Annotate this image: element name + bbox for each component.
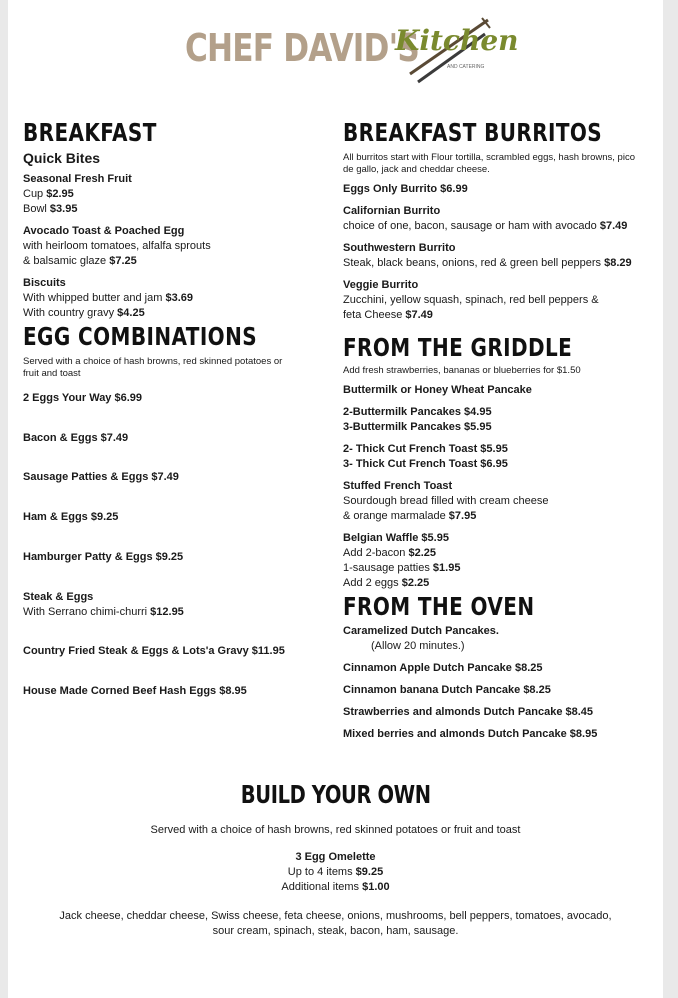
menu-item: Southwestern Burrito Steak, black beans, onions, red & green bell peppers $8.29 (343, 242, 632, 269)
menu-item: Strawberries and almonds Dutch Pancake $8.45 (343, 706, 594, 718)
build-ingredients: Jack cheese, cheddar cheese, Swiss cheese, feta cheese, onions, mushrooms, bell peppers, tomatoes, avocado, sour cream, spinach, steak, bacon, ham, sausage. (59, 910, 612, 937)
menu-item: Stuffed French Toast Sourdough bread filled with cream cheese & orange marmalade $7.95 (343, 480, 549, 522)
menu-item: House Made Corned Beef Hash Eggs $8.95 (23, 685, 247, 697)
oven-section (343, 592, 648, 749)
build-omelette: 3 Egg Omelette Up to 4 items $9.25 Additional items $1.00 (281, 851, 390, 893)
menu-item: Eggs Only Burrito $6.99 (343, 183, 468, 195)
build-your-own-section (8, 780, 663, 810)
oven-heading: FROM THE OVEN (343, 592, 535, 621)
griddle-heading: FROM THE GRIDDLE (343, 333, 573, 362)
menu-item: Hamburger Patty & Eggs $9.25 (23, 551, 184, 563)
menu-item: 2-Buttermilk Pancakes $4.95 3-Buttermilk Pancakes $5.95 (343, 406, 492, 433)
menu-item: Bacon & Eggs $7.49 (23, 432, 129, 444)
left-column (23, 118, 323, 328)
menu-item: Seasonal Fresh Fruit Cup $2.95 Bowl $3.95 (23, 173, 132, 215)
breakfast-heading: BREAKFAST (23, 118, 157, 147)
logo-title: CHEF DAVID'S (185, 26, 419, 70)
griddle-note: Add fresh strawberries, bananas or blueberries for $1.50 (343, 365, 581, 376)
menu-item: 2- Thick Cut French Toast $5.95 3- Thick Cut French Toast $6.95 (343, 443, 508, 470)
menu-item: Steak & Eggs With Serrano chimi-churri $12.95 (23, 591, 184, 618)
menu-item: Biscuits With whipped butter and jam $3.69 With country gravy $4.25 (23, 277, 194, 319)
menu-item: Sausage Patties & Eggs $7.49 (23, 471, 179, 483)
egg-combinations-heading: EGG COMBINATIONS (23, 322, 258, 351)
menu-item: Belgian Waffle $5.95 Add 2-bacon $2.25 1-sausage patties $1.95 Add 2 eggs $2.25 (343, 532, 461, 589)
logo-script: Kitchen (395, 24, 519, 57)
burritos-heading: BREAKFAST BURRITOS (343, 118, 603, 147)
build-heading: BUILD YOUR OWN (240, 780, 431, 809)
menu-item: Cinnamon banana Dutch Pancake $8.25 (343, 684, 551, 696)
menu-item: Californian Burrito choice of one, bacon, sausage or ham with avocado $7.49 (343, 205, 628, 232)
menu-item: Avocado Toast & Poached Egg with heirloom tomatoes, alfalfa sprouts & balsamic glaze $7.25 (23, 225, 211, 267)
griddle-section (343, 333, 648, 598)
menu-item: Veggie Burrito Zucchini, yellow squash, spinach, red bell peppers & feta Cheese $7.49 (343, 279, 599, 321)
menu-item: Cinnamon Apple Dutch Pancake $8.25 (343, 662, 543, 674)
menu-page (8, 0, 663, 998)
burritos-section (343, 118, 648, 330)
menu-item: Ham & Eggs $9.25 (23, 511, 119, 523)
build-note: Served with a choice of hash browns, red skinned potatoes or fruit and toast (150, 824, 521, 836)
burritos-note: All burritos start with Flour tortilla, scrambled eggs, hash browns, pico de gallo, jack and cheddar cheese. (343, 152, 635, 175)
menu-item: Buttermilk or Honey Wheat Pancake (343, 384, 532, 396)
egg-combinations-section (23, 322, 323, 386)
menu-item: Caramelized Dutch Pancakes. (Allow 20 minutes.) (343, 625, 499, 652)
egg-note: Served with a choice of hash browns, red skinned potatoes or fruit and toast (23, 356, 283, 379)
menu-item: 2 Eggs Your Way $6.99 (23, 392, 143, 404)
logo (185, 12, 519, 92)
quick-bites-subheading: Quick Bites (23, 150, 101, 166)
menu-item: Country Fried Steak & Eggs & Lots'a Gravy $11.95 (23, 645, 285, 657)
logo-tagline: AND CATERING (447, 64, 485, 70)
menu-item: Mixed berries and almonds Dutch Pancake $8.95 (343, 728, 598, 740)
